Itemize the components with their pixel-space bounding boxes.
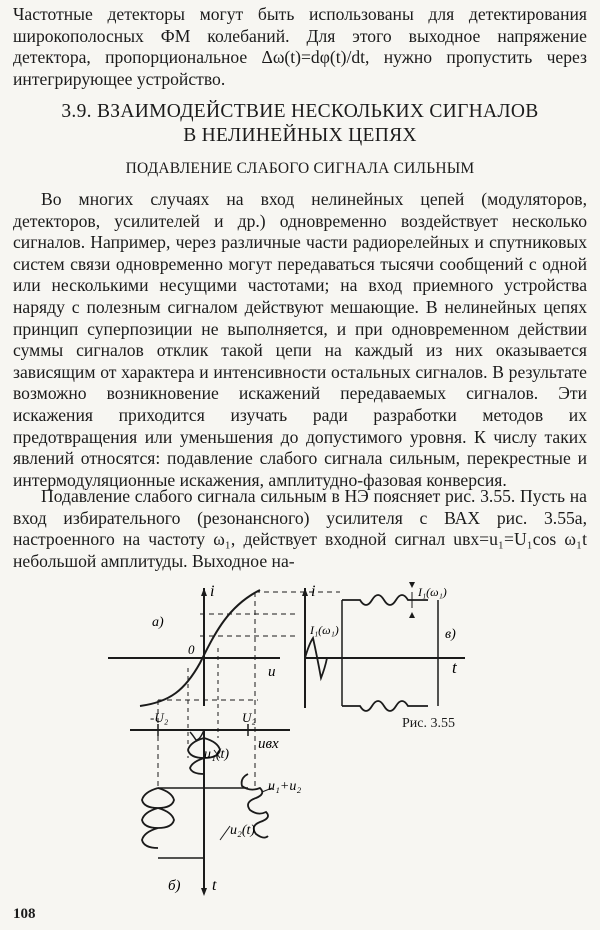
label-i-left: i (210, 583, 215, 600)
figure-caption: Рис. 3.55 (402, 716, 455, 731)
label-a: а) (152, 615, 164, 630)
label-u: u (268, 664, 276, 680)
intro-paragraph: Частотные детекторы могут быть использованы для детектирования широкополосных ФМ колебаний. Для этого выходное напряжение детектора, пропорциональное Δω(t)=dφ(t)/dt, нужно пропустить через интегрирующее устройство. (13, 4, 587, 89)
label-neg-u2: -U₂ (150, 710, 169, 725)
label-origin: 0 (188, 642, 195, 657)
i-axis-arrow (201, 588, 207, 596)
label-I1-small: I₁(ω₁) (310, 623, 339, 637)
label-t-right: t (452, 658, 457, 677)
label-u2: U₂ (242, 710, 256, 725)
vax-curve (140, 590, 260, 706)
label-u1u2: u₁+u₂ (268, 779, 302, 794)
label-I1-large: I₁(ω₁) (418, 585, 447, 599)
u1-u2-wave-left (142, 788, 174, 848)
output-wave-top (342, 595, 428, 605)
page-number: 108 (13, 906, 36, 922)
section-title-line1: 3.9. ВЗАИМОДЕЙСТВИЕ НЕСКОЛЬКИХ СИГНАЛОВ (61, 101, 539, 122)
section-title-line2: В НЕЛИНЕЙНЫХ ЦЕПЯХ (183, 125, 417, 146)
u2t-leader (220, 826, 230, 840)
label-u2t: u₂(t) (230, 823, 256, 838)
body-paragraph-1: Во многих случаях на вход нелинейных цепей (модуляторов, детекторов, усилителей и др.) одновременно воздействует несколько сигналов. Например, через различные части радиорелейных и спутниковых систем связи одновременно могут передаваться тысячи сообщений с одной или несколькими несущими частотами; на вход приемного устройства наряду с полезным сигналом действуют мешающие. В нелинейных цепях принцип суперпозиции не выполняется, и при одновременном действии суммы сигналов отклик такой цепи на каждый из них оказывается зависящим от характера и интенсивности остальных сигналов. В результате возможно возникновение искажений передаваемых сигналов. Эти искажения приходится изучать ради разработки методов их предотвращения или уменьшения до допустимого уровня. К числу таких явлений относятся: подавление слабого сигнала сильным, перекрестные и интермодуляционные искажения, амплитудно-фазовая конверсия. (13, 189, 587, 490)
body-paragraph-2: Подавление слабого сигнала сильным в НЭ поясняет рис. 3.55. Пусть на вход избирательного (резонансного) усилителя с ВАХ рис. 3.55а, настроенного на частоту ω₁, действует входной сигнал uвх=u₁=U₁cos ω₁t небольшой амплитуды. Выходное на- (13, 486, 587, 571)
figure-3-55 (100, 578, 480, 898)
label-b: б) (168, 878, 181, 894)
label-uvx: uвх (258, 736, 279, 752)
subsection-title: ПОДАВЛЕНИЕ СЛАБОГО СИГНАЛА СИЛЬНЫМ (125, 160, 475, 177)
t-axis-arrow (201, 888, 207, 896)
label-u1t: u₁(t) (204, 747, 230, 762)
label-v: в) (445, 627, 456, 642)
output-wave-bottom (342, 701, 428, 711)
label-t-bottom: t (212, 877, 217, 894)
label-i-right: i (311, 583, 316, 600)
